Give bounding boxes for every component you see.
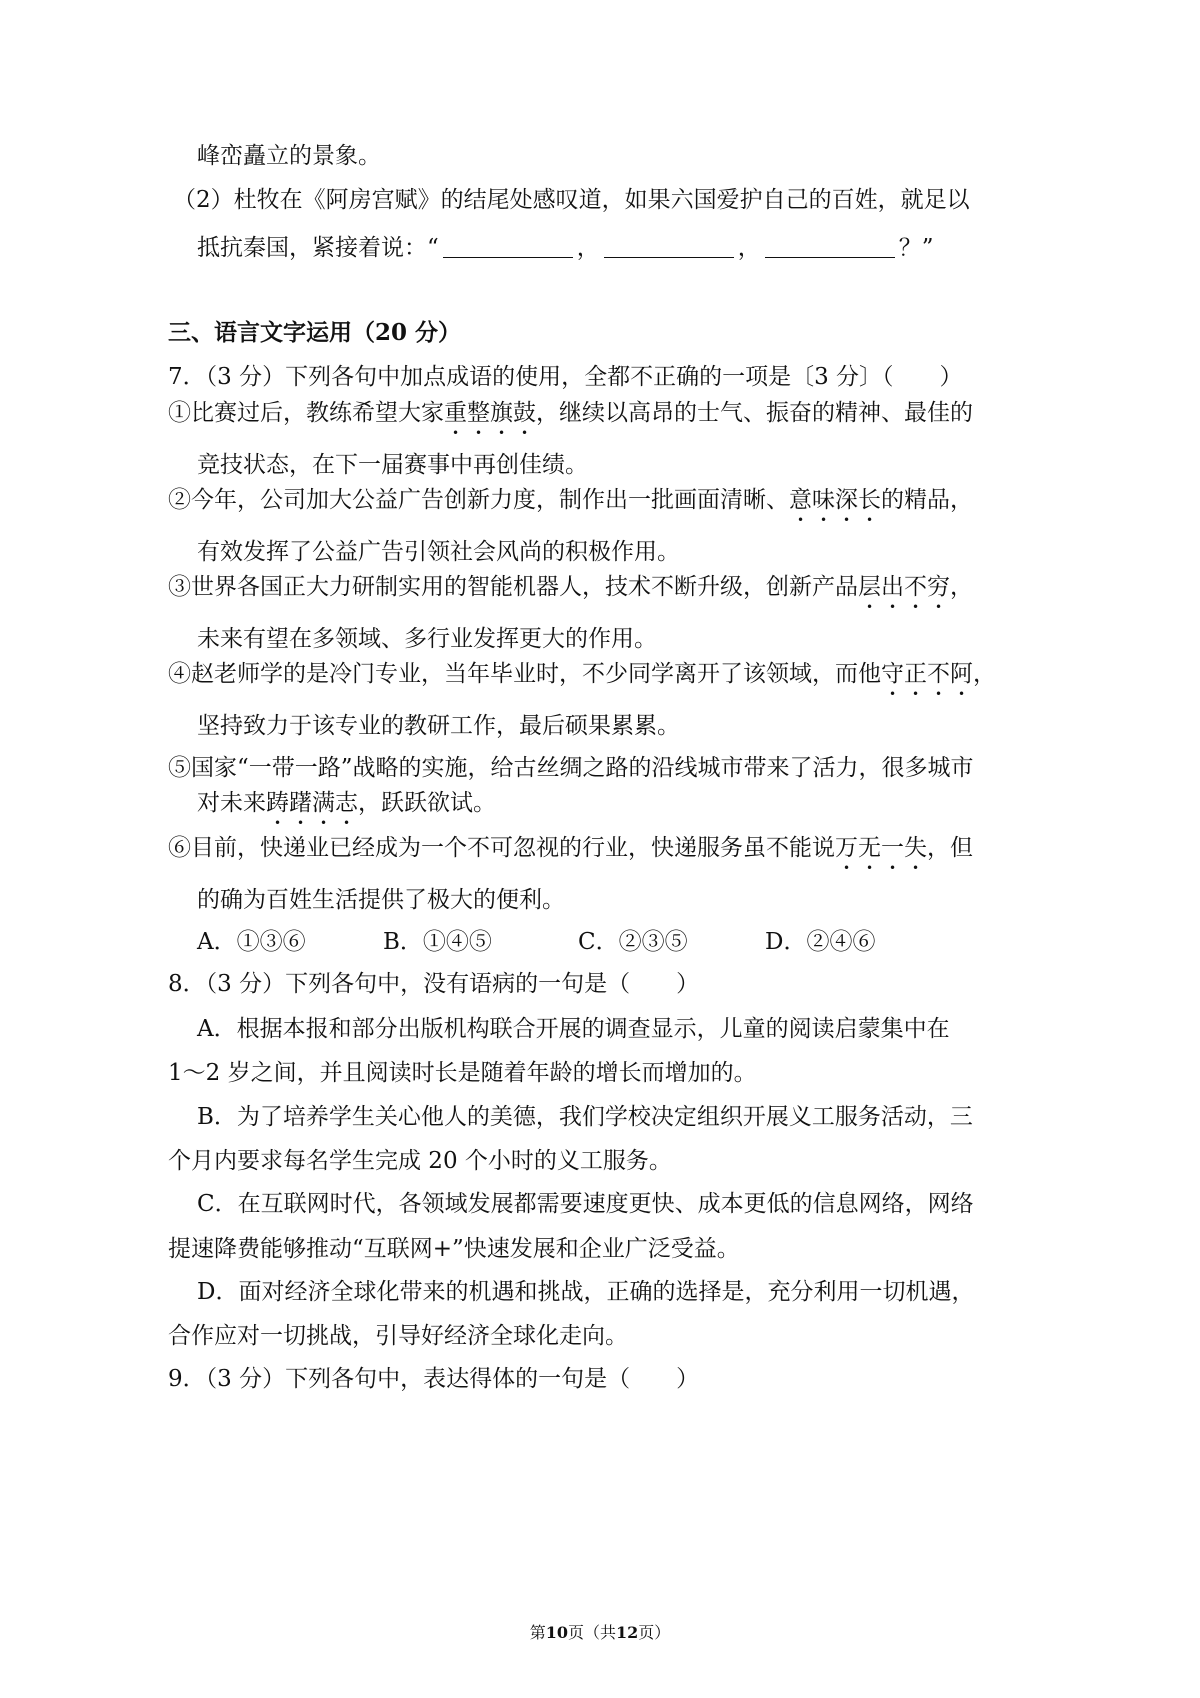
question-6-2-line2 [197,232,934,264]
text-fragment: ， [576,235,600,261]
text-fragment: ？” [898,235,934,261]
q8-option-d[interactable]: D．面对经济全球化带来的机遇和挑战，正确的选择是，充分利用一切机遇， [197,1279,975,1305]
question-6-2-line1: （2）杜牧在《阿房宫赋》的结尾处感叹道，如果六国爱护自己的百姓，就足以 [173,187,970,213]
q7-sentence-3-cont: 未来有望在多领域、多行业发挥更大的作用。 [197,626,657,652]
dotted-idiom: 万无一失 [835,835,927,861]
q8-option-a-cont: 1～2 岁之间，并且阅读时长是随着年龄的增长而增加的。 [168,1060,757,1086]
text-fragment: ， [737,235,761,261]
q7-sentence-5: ⑤国家“一带一路”战略的实施，给古丝绸之路的沿线城市带来了活力，很多城市 [168,755,974,781]
footer-text: 页（共 [567,1623,616,1642]
dotted-idiom: 踌躇满志 [266,790,358,816]
dotted-idiom: 守正不阿 [881,661,973,687]
page-number: 10 [545,1623,568,1642]
text-fragment: ， [950,574,973,600]
q8-option-c-cont: 提速降费能够推动“互联网+”快速发展和企业广泛受益。 [168,1236,740,1262]
question-7-stem: 7．（3 分）下列各句中加点成语的使用，全都不正确的一项是〔3 分〕（ ） [168,364,963,390]
question-8-stem: 8．（3 分）下列各句中，没有语病的一句是（ ） [168,971,700,997]
q7-option-d[interactable]: D．②④⑥ [765,929,876,955]
dotted-idiom: 意味深长 [789,487,881,513]
q8-option-b-cont: 个月内要求每名学生完成 20 个小时的义工服务。 [168,1148,672,1174]
text-fragment: 的精品， [881,487,973,513]
text-fragment: 抵抗秦国，紧接着说：“ [197,235,439,261]
q7-option-c[interactable]: C．②③⑤ [578,929,688,955]
section-title: 三、语言文字运用（20 分） [168,319,462,346]
dotted-idiom: 重整旗鼓 [444,400,536,426]
q7-sentence-4-cont: 坚持致力于该专业的教研工作，最后硕果累累。 [197,713,680,739]
page-total: 12 [616,1623,639,1642]
text-fragment: ， [973,661,996,687]
q7-sentence-2-cont: 有效发挥了公益广告引领社会风尚的积极作用。 [197,539,680,565]
q8-option-d-cont: 合作应对一切挑战，引导好经济全球化走向。 [168,1323,628,1349]
text-fragment: ③世界各国正大力研制实用的智能机器人，技术不断升级，创新产品 [168,574,858,600]
dotted-idiom: 层出不穷 [858,574,950,600]
q7-option-a[interactable]: A．①③⑥ [197,929,306,955]
q7-option-b[interactable]: B．①④⑤ [383,929,492,955]
q7-sentence-2 [168,484,973,527]
answer-blank-2[interactable] [604,233,734,258]
answer-blank-3[interactable] [765,233,895,258]
q7-sentence-4 [168,658,996,701]
q7-sentence-5-cont [197,787,496,830]
q8-option-b[interactable]: B．为了培养学生关心他人的美德，我们学校决定组织开展义工服务活动，三 [197,1104,973,1130]
q7-sentence-1-cont: 竞技状态，在下一届赛事中再创佳绩。 [197,452,588,478]
q8-option-c[interactable]: C．在互联网时代，各领域发展都需要速度更快、成本更低的信息网络，网络 [197,1191,974,1217]
text-fragment: ④赵老师学的是冷门专业，当年毕业时，不少同学离开了该领域，而他 [168,661,881,687]
q7-sentence-6 [168,832,973,875]
q7-sentence-3 [168,571,973,614]
text-fragment: ①比赛过后，教练希望大家 [168,400,444,426]
q7-sentence-1 [168,397,973,440]
q8-option-a[interactable]: A．根据本报和部分出版机构联合开展的调查显示，儿童的阅读启蒙集中在 [197,1016,950,1042]
answer-blank-1[interactable] [443,233,573,258]
footer-text: 页） [638,1623,671,1642]
text-fragment: 对未来 [197,790,266,816]
text-fragment: ②今年，公司加大公益广告创新力度，制作出一批画面清晰、 [168,487,789,513]
page-footer [0,1620,1200,1643]
text-fragment: ，但 [927,835,973,861]
text-fragment: ⑥目前，快递业已经成为一个不可忽视的行业，快递服务虽不能说 [168,835,835,861]
footer-text: 第 [529,1623,546,1642]
text-fragment: ，继续以高昂的士气、振奋的精神、最佳的 [536,400,973,426]
q7-sentence-6-cont: 的确为百姓生活提供了极大的便利。 [197,887,565,913]
question-9-stem: 9．（3 分）下列各句中，表达得体的一句是（ ） [168,1366,700,1392]
text-fragment: ，跃跃欲试。 [358,790,496,816]
text-line: 峰峦矗立的景象。 [197,143,381,169]
